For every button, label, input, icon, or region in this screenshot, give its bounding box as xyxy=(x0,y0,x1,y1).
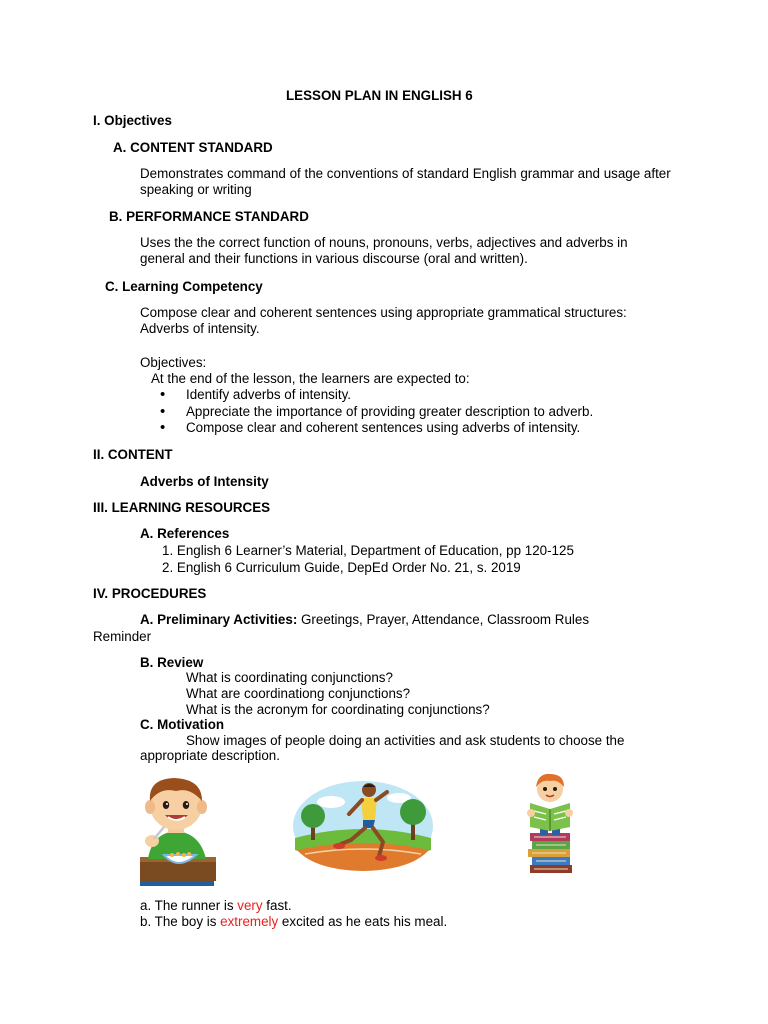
document-title: LESSON PLAN IN ENGLISH 6 xyxy=(286,88,473,103)
list-item: • Identify adverbs of intensity. xyxy=(140,387,593,404)
motivation-text-continued: appropriate description. xyxy=(140,748,280,763)
review-question-1: What is coordinating conjunctions? xyxy=(186,670,393,685)
content-topic: Adverbs of Intensity xyxy=(140,474,269,489)
example-sentence-a xyxy=(140,898,292,914)
performance-standard-heading: B. PERFORMANCE STANDARD xyxy=(109,209,309,224)
content-standard-text: Demonstrates command of the conventions of standard English grammar and usage after speaking or writing xyxy=(140,166,671,197)
motivation-text: Show images of people doing an activities and ask students to choose the xyxy=(186,733,625,748)
review-question-3: What is the acronym for coordinating conjunctions? xyxy=(186,702,490,717)
adverb-highlight: extremely xyxy=(220,914,279,929)
preliminary-activities-text: Greetings, Prayer, Attendance, Classroom Rules xyxy=(297,612,590,627)
sentence-suffix: fast. xyxy=(262,898,292,913)
procedures-heading: IV. PROCEDURES xyxy=(93,586,207,601)
performance-standard-text: Uses the the correct function of nouns, pronouns, verbs, adjectives and adverbs in general and their functions in various discourse (oral and written). xyxy=(140,235,628,266)
sentence-suffix: excited as he eats his meal. xyxy=(278,914,448,929)
learning-resources-heading: III. LEARNING RESOURCES xyxy=(93,500,271,515)
objectives-list xyxy=(140,387,593,437)
adverb-highlight: very xyxy=(237,898,263,913)
list-item: • Compose clear and coherent sentences using adverbs of intensity. xyxy=(140,420,593,437)
references-heading: A. References xyxy=(140,526,230,541)
list-item: • Appreciate the importance of providing greater description to adverb. xyxy=(140,404,593,421)
preliminary-activities-continued: Reminder xyxy=(93,629,152,644)
learning-competency-text: Compose clear and coherent sentences using appropriate grammatical structures: Adverbs of intensity. xyxy=(140,305,627,336)
objectives-heading: I. Objectives xyxy=(93,113,172,128)
reference-item-2: 2. English 6 Curriculum Guide, DepEd Order No. 21, s. 2019 xyxy=(162,560,521,575)
runner-illustration xyxy=(291,780,436,872)
sentence-prefix: b. The boy is xyxy=(140,914,221,929)
preliminary-activities xyxy=(140,612,589,628)
example-sentence-b xyxy=(140,914,447,930)
review-heading: B. Review xyxy=(140,655,204,670)
reading-child-illustration xyxy=(522,773,578,875)
review-question-2: What are coordinationg conjunctions? xyxy=(186,686,411,701)
learning-competency-heading: C. Learning Competency xyxy=(105,279,263,294)
objectives-label: Objectives: xyxy=(140,355,207,370)
reference-item-1: 1. English 6 Learner’s Material, Department of Education, pp 120-125 xyxy=(162,543,574,558)
sentence-prefix: a. The runner is xyxy=(140,898,238,913)
content-heading: II. CONTENT xyxy=(93,447,173,462)
preliminary-activities-label: A. Preliminary Activities: xyxy=(140,612,298,627)
motivation-heading: C. Motivation xyxy=(140,717,225,732)
boy-eating-illustration xyxy=(138,775,218,887)
content-standard-heading: A. CONTENT STANDARD xyxy=(113,140,273,155)
objectives-intro: At the end of the lesson, the learners are expected to: xyxy=(151,371,470,386)
